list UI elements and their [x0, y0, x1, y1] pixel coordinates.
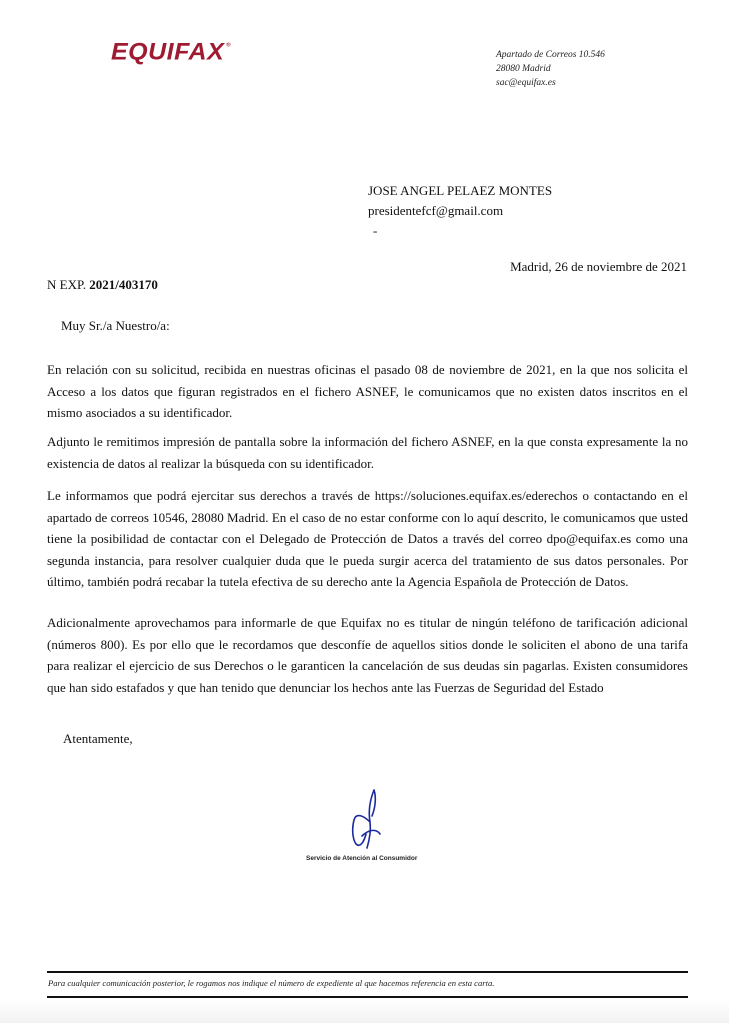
- date-line: Madrid, 26 de noviembre de 2021: [510, 259, 687, 274]
- recipient-extra-line: -: [373, 223, 378, 238]
- footer-divider-bottom: [47, 996, 688, 998]
- page-bottom-edge: [0, 1000, 729, 1023]
- body-paragraph: Le informamos que podrá ejercitar sus derechos a través de https://soluciones.equifax.es/ederechos o contactando en el apartado de correos 10546, 28080 Madrid. En el caso de no estar conforme con lo aquí descrito, le comunicamos que usted tiene la posibilidad de contactar con el Delegado de Protección de Datos a través del correo dpo@equifax.es como una segunda instancia, para resolver cualquier duda que le pueda surgir acerca del tratamiento de sus datos personales. Por último, también podrá recabar la tutela efectiva de su derecho ante la Agencia Española de Protección de Datos.: [47, 488, 688, 589]
- footer-note: Para cualquier comunicación posterior, le rogamos nos indique el número de expediente al que hacemos referencia en esta carta.: [48, 978, 495, 988]
- signature-icon: [340, 786, 390, 852]
- recipient-block: [368, 181, 552, 241]
- registered-mark: ®: [226, 42, 232, 49]
- signature-caption: Servicio de Atención al Consumidor: [306, 855, 418, 862]
- expediente-number: 2021/403170: [89, 277, 158, 292]
- body-paragraph: Adjunto le remitimos impresión de pantalla sobre la información del fichero ASNEF, en la que consta expresamente la no existencia de datos al realizar la búsqueda con su identificador.: [47, 434, 688, 471]
- sender-address-line: Apartado de Correos 10.546: [496, 50, 605, 60]
- sender-address-line: 28080 Madrid: [496, 64, 551, 74]
- sender-address: [496, 48, 605, 90]
- recipient-email: presidentefcf@gmail.com: [368, 203, 504, 218]
- recipient-name: JOSE ANGEL PELAEZ MONTES: [368, 183, 553, 198]
- equifax-logo: [111, 39, 231, 67]
- logo-text: EQUIFAX: [111, 38, 225, 66]
- closing: Atentamente,: [63, 731, 133, 746]
- salutation: Muy Sr./a Nuestro/a:: [61, 318, 170, 333]
- expediente-reference: [47, 277, 158, 293]
- expediente-label: N EXP.: [47, 277, 87, 292]
- footer-divider-top: [47, 971, 688, 973]
- body-paragraph: En relación con su solicitud, recibida en nuestras oficinas el pasado 08 de noviembre de 2021, en la que nos solicita el Acceso a los datos que figuran registrados en el fichero ASNEF, le comunicamos que no existen datos inscritos en el mismo asociados a su identificador.: [47, 362, 688, 420]
- sender-email: sac@equifax.es: [496, 78, 556, 88]
- body-paragraph: Adicionalmente aprovechamos para informarle de que Equifax no es titular de ningún teléfono de tarificación adicional (números 800). Es por ello que le recordamos que desconfíe de aquellos sitios donde le soliciten el abono de una tarifa para realizar el ejercicio de sus Derechos o le garanticen la cancelación de sus deudas sin pagarlas. Existen consumidores que han sido estafados y que han tenido que denunciar los hechos ante las Fuerzas de Seguridad del Estado: [47, 615, 688, 695]
